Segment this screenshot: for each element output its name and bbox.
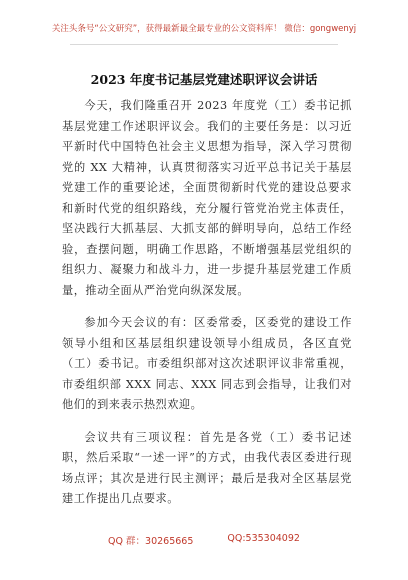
paragraph-3: 会议共有三项议程：首先是各党（工）委书记述职，然后采取“一述一评”的方式，由我代表区委进行现场点评；其次是进行民主测评；最后是我对全区基层党建工作提出几点要求。	[62, 430, 352, 505]
paragraph-1: 今天，我们隆重召开 2023 年度党（工）委书记抓基层党建工作述职评议会。我们的主要任务是：以习近平新时代中国特色社会主义思想为指导，深入学习贯彻党的 XX 大精神，认真贯彻落实习近平总书记关于基层党建工作的重要论述，全面贯彻新时代党的建设总要求和新时代党的组织路线，充分履行管党治党主体责任，坚决践行大抓基层、大抓支部的鲜明导向，总结工作经验，查摆问题，明确工作思路，不断增强基层党组织的组织力、凝聚力和战斗力，进一步提升基层党建工作质量，推动全面从严治党向纵深发展。	[62, 99, 352, 297]
header-banner: 关注头条号“公文研究”，获得最新最全最专业的公文资料库！ 微信：gongwenyj	[51, 24, 357, 34]
footer-qq: QQ:535304092	[227, 533, 300, 544]
footer	[0, 533, 408, 547]
footer-qq-group: QQ 群：30265665	[108, 536, 194, 547]
paragraph-2: 参加今天会议的有：区委常委，区委党的建设工作领导小组和区基层组织建设领导小组成员，各区直党（工）委书记。市委组织部对这次述职评议非常重视，市委组织部 XXX 同志、XXX 同志到会指导，让我们对他们的到来表示热烈欢迎。	[62, 316, 352, 411]
header-divider	[70, 44, 338, 45]
document-body	[62, 96, 352, 522]
document-title: 2023 年度书记基层党建述职评议会讲话	[90, 72, 318, 87]
